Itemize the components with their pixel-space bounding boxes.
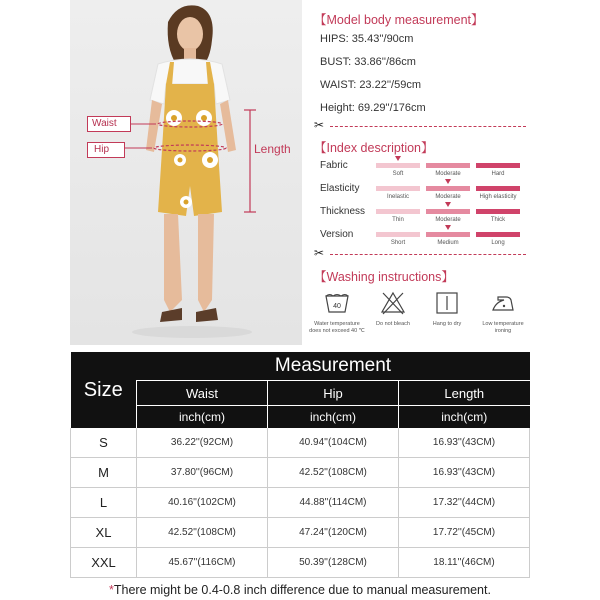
index-bar xyxy=(476,232,520,237)
waist-cell: 36.22''(92CM) xyxy=(137,428,268,457)
table-row xyxy=(71,517,530,547)
index-level-label: Moderate xyxy=(435,171,461,177)
index-level-label: Medium xyxy=(437,240,459,246)
model-bust: BUST: 33.86''/86cm xyxy=(320,56,416,68)
index-level-label: Moderate xyxy=(435,217,461,223)
length-cell: 16.93''(43CM) xyxy=(399,457,530,487)
waist-tag-box xyxy=(87,116,131,132)
divider-cut-line xyxy=(314,246,526,260)
index-level-label: Long xyxy=(491,240,505,246)
index-bar xyxy=(426,163,470,168)
size-table xyxy=(70,352,530,578)
waist-cell: 42.52''(108CM) xyxy=(137,517,268,547)
hip-cell: 44.88''(114CM) xyxy=(268,487,399,517)
index-level-label: Hard xyxy=(491,171,505,177)
low-iron-caption: Low temperature ironing xyxy=(482,321,524,334)
size-cell: M xyxy=(71,457,137,487)
table-row xyxy=(71,547,530,577)
note-asterisk: * xyxy=(109,583,114,597)
scissors-icon: ✂ xyxy=(314,246,325,260)
index-level-label: Soft xyxy=(392,171,404,177)
no-bleach-icon xyxy=(380,290,406,316)
hip-cell: 50.39''(128CM) xyxy=(268,547,399,577)
index-bar xyxy=(376,186,420,191)
wash-40-icon xyxy=(324,290,350,316)
model-hips: HIPS: 35.43''/90cm xyxy=(320,33,414,45)
unit-header-length: inch(cm) xyxy=(399,406,530,429)
model-section-title: 【Model body measurement】 xyxy=(314,13,484,27)
model-waist: WAIST: 23.22''/59cm xyxy=(320,79,421,91)
waist-cell: 37.80''(96CM) xyxy=(137,457,268,487)
index-level-label: Thick xyxy=(490,217,506,223)
index-bar xyxy=(376,232,420,237)
index-level-label: Inelastic xyxy=(386,194,409,200)
index-level-label: Moderate xyxy=(435,194,461,200)
index-bar xyxy=(426,232,470,237)
model-height: Height: 69.29''/176cm xyxy=(320,102,426,114)
index-level-label: High elasticity xyxy=(479,194,517,200)
column-header-length: Length xyxy=(399,381,530,406)
no-bleach-caption: Do not bleach xyxy=(376,321,410,327)
hang-dry-icon xyxy=(434,290,460,316)
waist-tag: Waist xyxy=(92,118,117,129)
index-label: Elasticity xyxy=(320,183,360,194)
hip-cell: 42.52''(108CM) xyxy=(268,457,399,487)
index-label: Fabric xyxy=(320,160,348,171)
hip-tag-box xyxy=(87,142,125,158)
unit-header-waist: inch(cm) xyxy=(137,406,268,429)
index-selected-marker xyxy=(445,225,451,230)
index-bar xyxy=(476,186,520,191)
size-cell: S xyxy=(71,428,137,457)
note-text: There might be 0.4-0.8 inch difference due to manual measurement. xyxy=(113,583,491,597)
index-selected-marker xyxy=(395,156,401,161)
index-bar xyxy=(476,163,520,168)
table-row xyxy=(71,457,530,487)
index-bar xyxy=(476,209,520,214)
size-cell: XL xyxy=(71,517,137,547)
index-bar xyxy=(426,186,470,191)
divider-cut-line xyxy=(314,118,526,132)
index-level-label: Short xyxy=(390,240,406,246)
index-label: Thickness xyxy=(320,206,366,217)
column-header-hip: Hip xyxy=(268,381,399,406)
index-bar xyxy=(376,163,420,168)
hip-tag: Hip xyxy=(94,144,110,155)
info-panel xyxy=(306,0,530,345)
length-label: Length xyxy=(254,142,291,156)
index-label: Version xyxy=(320,229,354,240)
size-cell: L xyxy=(71,487,137,517)
product-photo xyxy=(70,0,302,345)
measurement-header: Measurement xyxy=(137,352,530,381)
length-cell: 18.11''(46CM) xyxy=(399,547,530,577)
hang-dry-caption: Hang to dry xyxy=(432,321,462,327)
column-header-waist: Waist xyxy=(137,381,268,406)
length-cell: 17.72''(45CM) xyxy=(399,517,530,547)
table-row xyxy=(71,428,530,457)
scissors-icon: ✂ xyxy=(314,118,325,132)
length-cell: 17.32''(44CM) xyxy=(399,487,530,517)
low-iron-icon xyxy=(490,290,516,316)
index-bar xyxy=(376,209,420,214)
index-bar xyxy=(426,209,470,214)
size-header: Size xyxy=(71,352,137,428)
size-cell: XXL xyxy=(71,547,137,577)
length-cell: 16.93''(43CM) xyxy=(399,428,530,457)
hip-cell: 47.24''(120CM) xyxy=(268,517,399,547)
index-level-label: Thin xyxy=(392,217,404,223)
measurement-note xyxy=(0,583,600,597)
index-selected-marker xyxy=(445,179,451,184)
index-selected-marker xyxy=(445,202,451,207)
model-illustration xyxy=(70,0,302,345)
wash-40-caption: Water temperature does not exceed 40 ℃ xyxy=(309,321,365,334)
waist-cell: 45.67''(116CM) xyxy=(137,547,268,577)
waist-cell: 40.16''(102CM) xyxy=(137,487,268,517)
wash-temp-text: 40 xyxy=(333,303,341,310)
index-section-title: 【Index description】 xyxy=(314,141,434,155)
hip-cell: 40.94''(104CM) xyxy=(268,428,399,457)
unit-header-hip: inch(cm) xyxy=(268,406,399,429)
washing-section-title: 【Washing instructions】 xyxy=(314,270,454,284)
table-row xyxy=(71,487,530,517)
